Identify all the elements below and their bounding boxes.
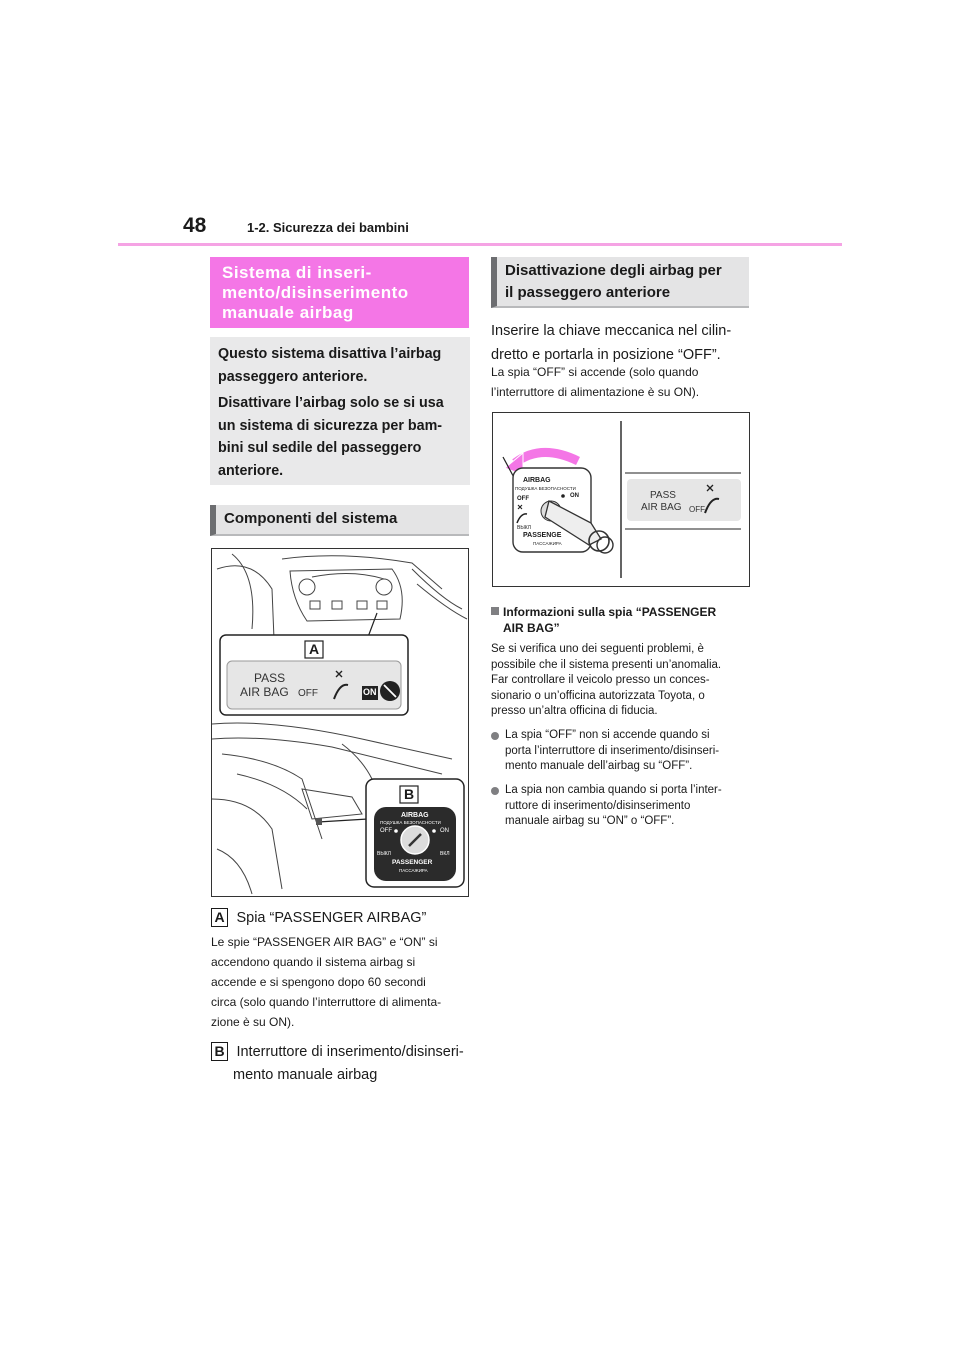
bullet-item [491, 783, 756, 830]
item-b-label: B [211, 1042, 228, 1061]
info-heading-line: Informazioni sulla spia “PASSENGER [503, 605, 717, 619]
bullet-line: mento manuale dell’airbag su “OFF”. [505, 760, 693, 772]
off-indicator-text: OFF [689, 505, 705, 514]
item-a-body-line: circa (solo quando l’interruttore di alimenta- [211, 995, 442, 1009]
switch-passenger-text: PASSENGE [523, 532, 562, 539]
components-heading [210, 505, 469, 536]
bullet-line: La spia non cambia quando si porta l’inter- [505, 784, 722, 796]
page-number: 48 [183, 214, 207, 237]
switch-vykl-text: ВЫКЛ [517, 525, 531, 531]
topic-title-line: manuale airbag [222, 303, 354, 322]
item-a-body-line: accendono quando il sistema airbag si [211, 955, 416, 969]
switch-airbag-text: AIRBAG [401, 812, 429, 819]
switch-airbag-text: AIRBAG [523, 477, 551, 484]
switch-off-text: OFF [517, 496, 529, 502]
callout-b-label: B [404, 786, 415, 802]
item-a-body-line: zione è su ON). [211, 1015, 295, 1029]
callout-a-label: A [309, 641, 320, 657]
switch-ru-text: ПОДУШКА БЕЗОПАСНОСТИ [380, 820, 441, 825]
topic-title-box [210, 257, 469, 328]
switch-on-text: ON [570, 493, 579, 499]
on-indicator-text: ON [363, 687, 377, 697]
pass-text: PASS [254, 671, 286, 685]
airbag-indicator-text: AIR BAG [240, 685, 289, 699]
intro-line: un sistema di sicurezza per bam- [218, 417, 443, 434]
topic-title-line: mento/disinserimento [222, 283, 409, 302]
bullet-line: porta l’interruttore di inserimento/disinseri- [505, 744, 720, 757]
intro-line: Questo sistema disattiva l’airbag [218, 346, 442, 362]
pass-text: PASS [650, 490, 676, 501]
bullet-line: La spia “OFF” non si accende quando si [505, 729, 710, 741]
deactivation-heading-line: il passeggero anteriore [505, 284, 671, 301]
item-b-title-line: Interruttore di inserimento/disinseri- [236, 1044, 464, 1060]
deactivation-heading-line: Disattivazione degli airbag per [505, 262, 722, 279]
item-a-body-line: Le spie “PASSENGER AIR BAG” e “ON” si [211, 935, 438, 949]
topic-title-line: Sistema di inseri- [222, 263, 372, 282]
switch-on-text: ON [440, 828, 449, 834]
switch-passenger-text: PASSENGER [392, 859, 433, 866]
bullet-line: ruttore di inserimento/disinserimento [505, 799, 691, 812]
system-components-figure [211, 548, 469, 897]
step-line: Inserire la chiave meccanica nel cilin- [491, 323, 732, 339]
switch-passazhira-text: ПАССАЖИРА [533, 541, 562, 546]
info-body-line: possibile che il sistema presenti un’anomalia. [491, 658, 722, 671]
item-a-title: Spia “PASSENGER AIRBAG” [236, 910, 427, 926]
components-heading-text: Componenti del sistema [224, 510, 398, 527]
item-a-body [211, 932, 473, 1032]
bullet-dot-icon [491, 732, 499, 740]
item-a [211, 906, 426, 930]
intro-line: bini sul sedile del passeggero [218, 440, 422, 456]
item-a-body-line: accende e si spengono dopo 60 secondi [211, 975, 426, 989]
square-bullet-icon [491, 607, 499, 615]
intro-line: passeggero anteriore. [218, 368, 368, 385]
step-note-line: La spia “OFF” si accende (solo quando [491, 365, 699, 379]
info-heading-line: AIR BAG” [503, 620, 560, 635]
intro-box [210, 337, 470, 485]
bullet-item [491, 728, 756, 775]
item-a-label: A [211, 908, 228, 927]
info-body-line: Se si verifica uno dei seguenti problemi, è [491, 643, 704, 655]
intro-paragraph [218, 392, 462, 482]
bullet-line: manuale airbag su “ON” o “OFF”. [505, 815, 675, 827]
intro-paragraph [218, 343, 462, 388]
airbag-indicator-text: AIR BAG [641, 502, 682, 513]
intro-line: anteriore. [218, 462, 284, 479]
deactivation-heading [491, 257, 749, 308]
header-rule [118, 243, 842, 246]
switch-vykl-text: ВЫКЛ [377, 851, 391, 857]
off-indicator-text: OFF [298, 688, 318, 699]
key-switch-illustration [493, 413, 749, 586]
dashboard-illustration [212, 549, 468, 896]
info-heading [491, 605, 753, 636]
item-b-title-line: mento manuale airbag [233, 1067, 378, 1083]
step-line: dretto e portarla in posizione “OFF”. [491, 347, 721, 363]
info-body-line: sionario o un’officina autorizzata Toyota, o [491, 689, 705, 702]
section-title: 1-2. Sicurezza dei bambini [247, 220, 409, 235]
switch-passazhira-text: ПАССАЖИРА [399, 868, 428, 873]
key-switch-figure [492, 412, 750, 587]
intro-line: Disattivare l’airbag solo se si usa [218, 395, 444, 411]
info-body-line: Far controllare il veicolo presso un conces- [491, 674, 710, 686]
switch-vkl-text: ВКЛ [440, 851, 450, 857]
info-body-line: presso un’altra officina di fiducia. [491, 705, 658, 717]
info-body [491, 642, 753, 720]
step-text [491, 319, 731, 367]
switch-ru-text: ПОДУШКА БЕЗОПАСНОСТИ [515, 486, 576, 491]
step-note [491, 362, 699, 402]
step-note-line: l’interruttore di alimentazione è su ON). [491, 385, 700, 399]
bullet-dot-icon [491, 787, 499, 795]
switch-off-text: OFF [380, 828, 392, 834]
item-b [211, 1040, 464, 1064]
